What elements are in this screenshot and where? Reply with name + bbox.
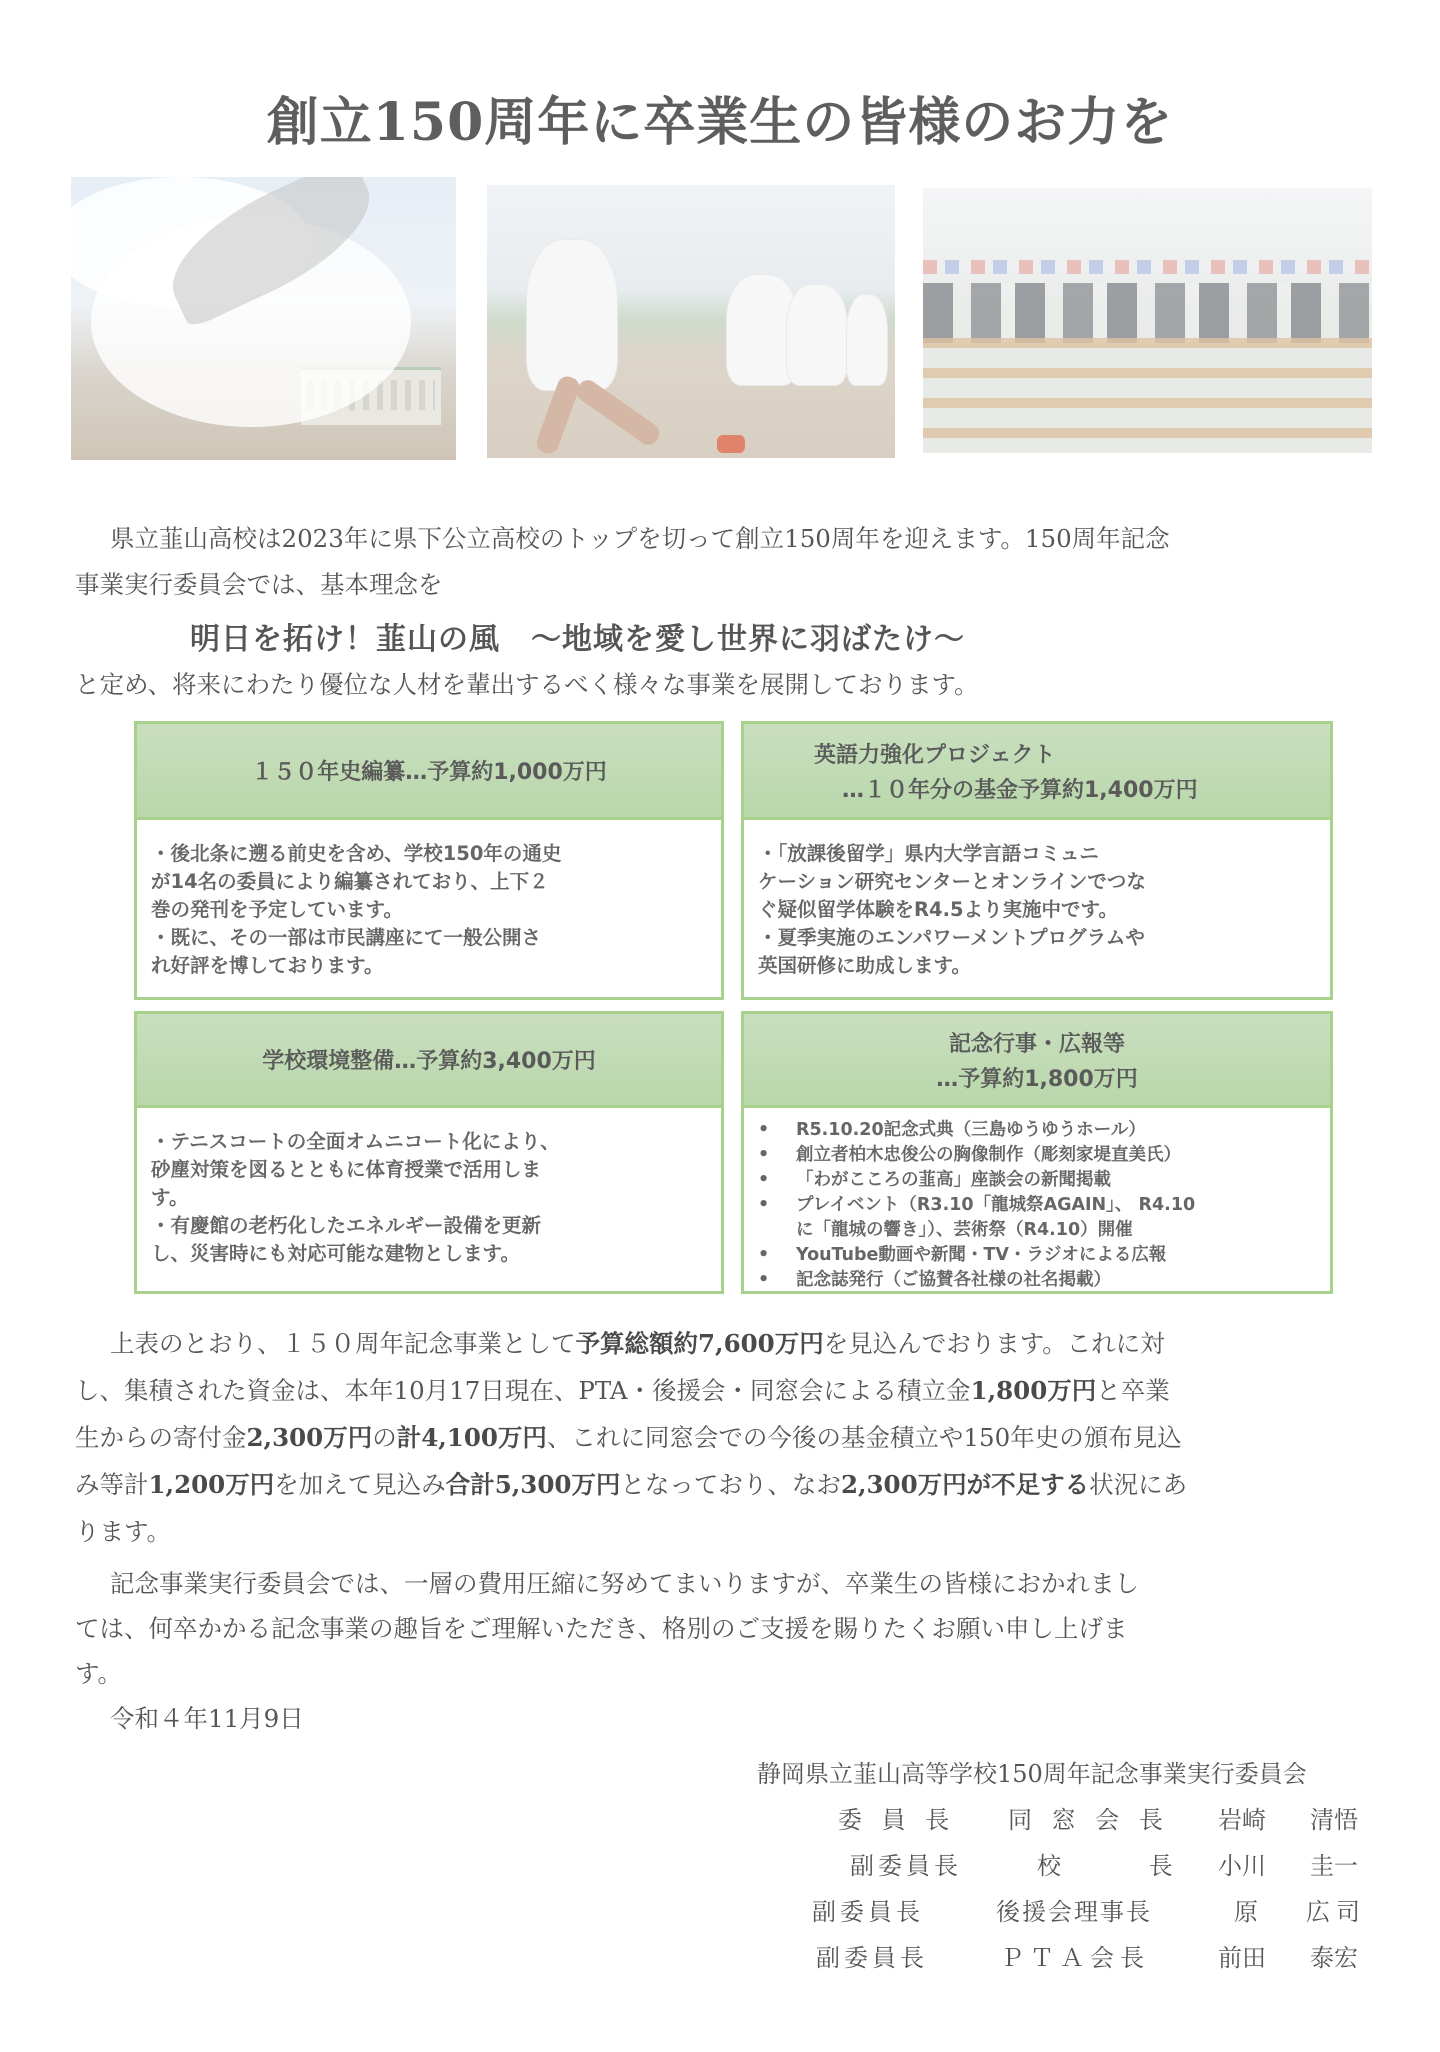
member-role: 副委員長 (816, 1944, 928, 1972)
school-building-with-bird-photo (71, 177, 456, 460)
runner-figure (527, 240, 617, 390)
box-body-line: ・「放課後留学」県内大学言語コミュニ (758, 842, 1099, 865)
member-position: 校 長 (1037, 1852, 1181, 1880)
intro-line-3: と定め、将来にわたり優位な人材を輩出するべく様々な事業を展開しております。 (75, 670, 979, 699)
project-box-history (134, 721, 724, 1000)
member-position: 後援会理事長 (996, 1898, 1152, 1926)
funding-line-2 (75, 1372, 1170, 1407)
box-body-line: ケーション研究センターとオンラインでつな (758, 870, 1146, 893)
member-position: 同 窓 会 長 (1008, 1806, 1169, 1834)
runner-leg (573, 376, 663, 449)
box-body-line: ・既に、その一部は市民講座にて一般公開さ (151, 926, 542, 949)
project-box-environment (134, 1011, 724, 1294)
box-header-title: １５０年史編纂…予算約1,000万円 (251, 760, 607, 785)
member-position: ＰＴＡ会長 (1000, 1944, 1150, 1972)
text: となっており、なお (620, 1470, 841, 1499)
box-body-line: ぐ疑似留学体験をR4.5より実施中です。 (758, 898, 1118, 921)
funding-line-5: ります。 (75, 1517, 172, 1546)
box-body-line: 巻の発刊を予定しています。 (151, 898, 403, 921)
subtotal-amount: 計4,100万円 (396, 1423, 547, 1452)
box-header-title: 英語力強化プロジェクト (814, 742, 1056, 768)
classroom-students-photo (923, 188, 1372, 453)
request-line-1: 記念事業実行委員会では、一層の費用圧縮に努めてまいりますが、卒業生の皆様におかれまし (110, 1569, 1139, 1598)
events-list (756, 1243, 1316, 1293)
member-given-name: 清悟 (1310, 1806, 1358, 1834)
request-line-2: ては、何卒かかる記念事業の趣旨をご理解いただき、格別のご支援を賜りたくお願い申し上げま (75, 1614, 1128, 1643)
member-given-name: 泰宏 (1310, 1944, 1358, 1972)
box-body (744, 820, 1330, 997)
project-box-english (741, 721, 1333, 1000)
flags-banner (923, 260, 1372, 274)
text: の (372, 1423, 397, 1452)
box-body-line: す。 (151, 1186, 189, 1209)
box-body-line: れ好評を博しております。 (151, 954, 384, 977)
list-item: • 創立者柏木忠俊公の胸像制作（彫刻家堤直美氏） (756, 1143, 1316, 1168)
text: 、これに同窓会での今後の基金積立や150年史の頒布見込 (546, 1423, 1182, 1452)
shortfall-amount: 2,300万円が不足する (840, 1470, 1090, 1499)
project-box-events (741, 1011, 1333, 1294)
box-header-budget: …予算約1,800万円 (936, 1066, 1138, 1092)
box-body-line: ・夏季実施のエンパワーメントプログラムや (758, 926, 1145, 949)
box-body-line: 砂塵対策を図るとともに体育授業で活用しま (151, 1158, 542, 1181)
member-surname: 前田 (1218, 1944, 1266, 1972)
total-budget: 予算総額約7,600万円 (575, 1329, 824, 1358)
students-row (923, 283, 1372, 343)
request-line-3: す。 (75, 1659, 123, 1688)
intro-line-2: 事業実行委員会では、基本理念を (75, 570, 443, 599)
intro-line-1: 県立韮山高校は2023年に県下公立高校のトップを切って創立150周年を迎えます。150周年記念 (110, 524, 1170, 553)
box-header-budget: …１０年分の基金予算約1,400万円 (842, 777, 1198, 803)
funding-line-1 (75, 1325, 1165, 1360)
box-body (137, 820, 721, 997)
box-body-line: ・テニスコートの全面オムニコート化により、 (151, 1130, 560, 1153)
box-header (744, 1014, 1330, 1108)
member-surname: 原 (1234, 1898, 1258, 1926)
text: を見込んでおります。これに対 (823, 1329, 1165, 1358)
projected-amount: 1,200万円 (148, 1470, 275, 1499)
box-body (137, 1108, 721, 1291)
text: を加えて見込み (274, 1470, 446, 1499)
runner-figure (847, 295, 887, 385)
member-given-name: 広司 (1306, 1898, 1366, 1926)
list-item: • プレイベント（R3.10「龍城祭AGAIN」、 R4.10 (756, 1193, 1316, 1218)
funding-line-4 (75, 1466, 1187, 1501)
funding-line-3 (75, 1419, 1182, 1454)
projected-total: 合計5,300万円 (445, 1470, 621, 1499)
box-body-line: ・有慶館の老朽化したエネルギー設備を更新 (151, 1214, 542, 1237)
member-surname: 岩崎 (1218, 1806, 1266, 1834)
member-role: 副委員長 (850, 1852, 962, 1880)
desks-rows (923, 338, 1372, 453)
box-body (744, 1108, 1330, 1291)
text: 生からの寄付金 (75, 1423, 247, 1452)
box-body-line: ・後北条に遡る前史を含め、学校150年の通史 (151, 842, 562, 865)
donation-amount: 2,300万円 (246, 1423, 373, 1452)
runner-shoe (717, 435, 745, 453)
list-item: • R5.10.20記念式典（三島ゆうゆうホール） (756, 1118, 1316, 1143)
member-role: 副委員長 (812, 1898, 924, 1926)
box-header-title: 記念行事・広報等 (948, 1031, 1125, 1057)
text: と卒業 (1096, 1376, 1170, 1405)
box-header (744, 724, 1330, 820)
sports-day-running-photo (487, 185, 895, 458)
text: 状況にあ (1089, 1470, 1188, 1499)
text: し、集積された資金は、本年10月17日現在、PTA・後援会・同窓会による積立金 (75, 1376, 971, 1405)
box-body-line: し、災害時にも対応可能な建物とします。 (151, 1242, 520, 1265)
list-item: • 記念誌発行（ご協賛各社様の社名掲載） (756, 1268, 1316, 1293)
list-item-continuation: に「龍城の響き」）、芸術祭（R4.10）開催 (796, 1220, 1133, 1240)
date: 令和４年11月9日 (110, 1704, 304, 1733)
page-title: 創立150周年に卒業生の皆様のお力を (266, 92, 1174, 153)
text: 上表のとおり、１５０周年記念事業として (110, 1329, 576, 1358)
signature-org: 静岡県立韮山高等学校150周年記念事業実行委員会 (757, 1760, 1307, 1788)
list-item: • YouTube動画や新聞・TV・ラジオによる広報 (756, 1243, 1316, 1268)
member-surname: 小川 (1218, 1852, 1266, 1880)
events-list (756, 1118, 1316, 1218)
box-body-line: 英国研修に助成します。 (758, 954, 971, 977)
box-header (137, 724, 721, 820)
list-item: • 「わがこころの韮高」座談会の新聞掲載 (756, 1168, 1316, 1193)
box-header (137, 1014, 721, 1108)
reserve-amount: 1,800万円 (970, 1376, 1097, 1405)
runner-figure (787, 285, 847, 385)
motto: 明日を拓け！韮山の風 ～地域を愛し世界に羽ばたけ～ (190, 622, 965, 657)
text: み等計 (75, 1470, 149, 1499)
member-given-name: 圭一 (1310, 1852, 1358, 1880)
box-header-title: 学校環境整備…予算約3,400万円 (262, 1049, 596, 1074)
member-role: 委 員 長 (838, 1806, 956, 1834)
box-body-line: が14名の委員により編纂されており、上下２ (151, 870, 549, 893)
